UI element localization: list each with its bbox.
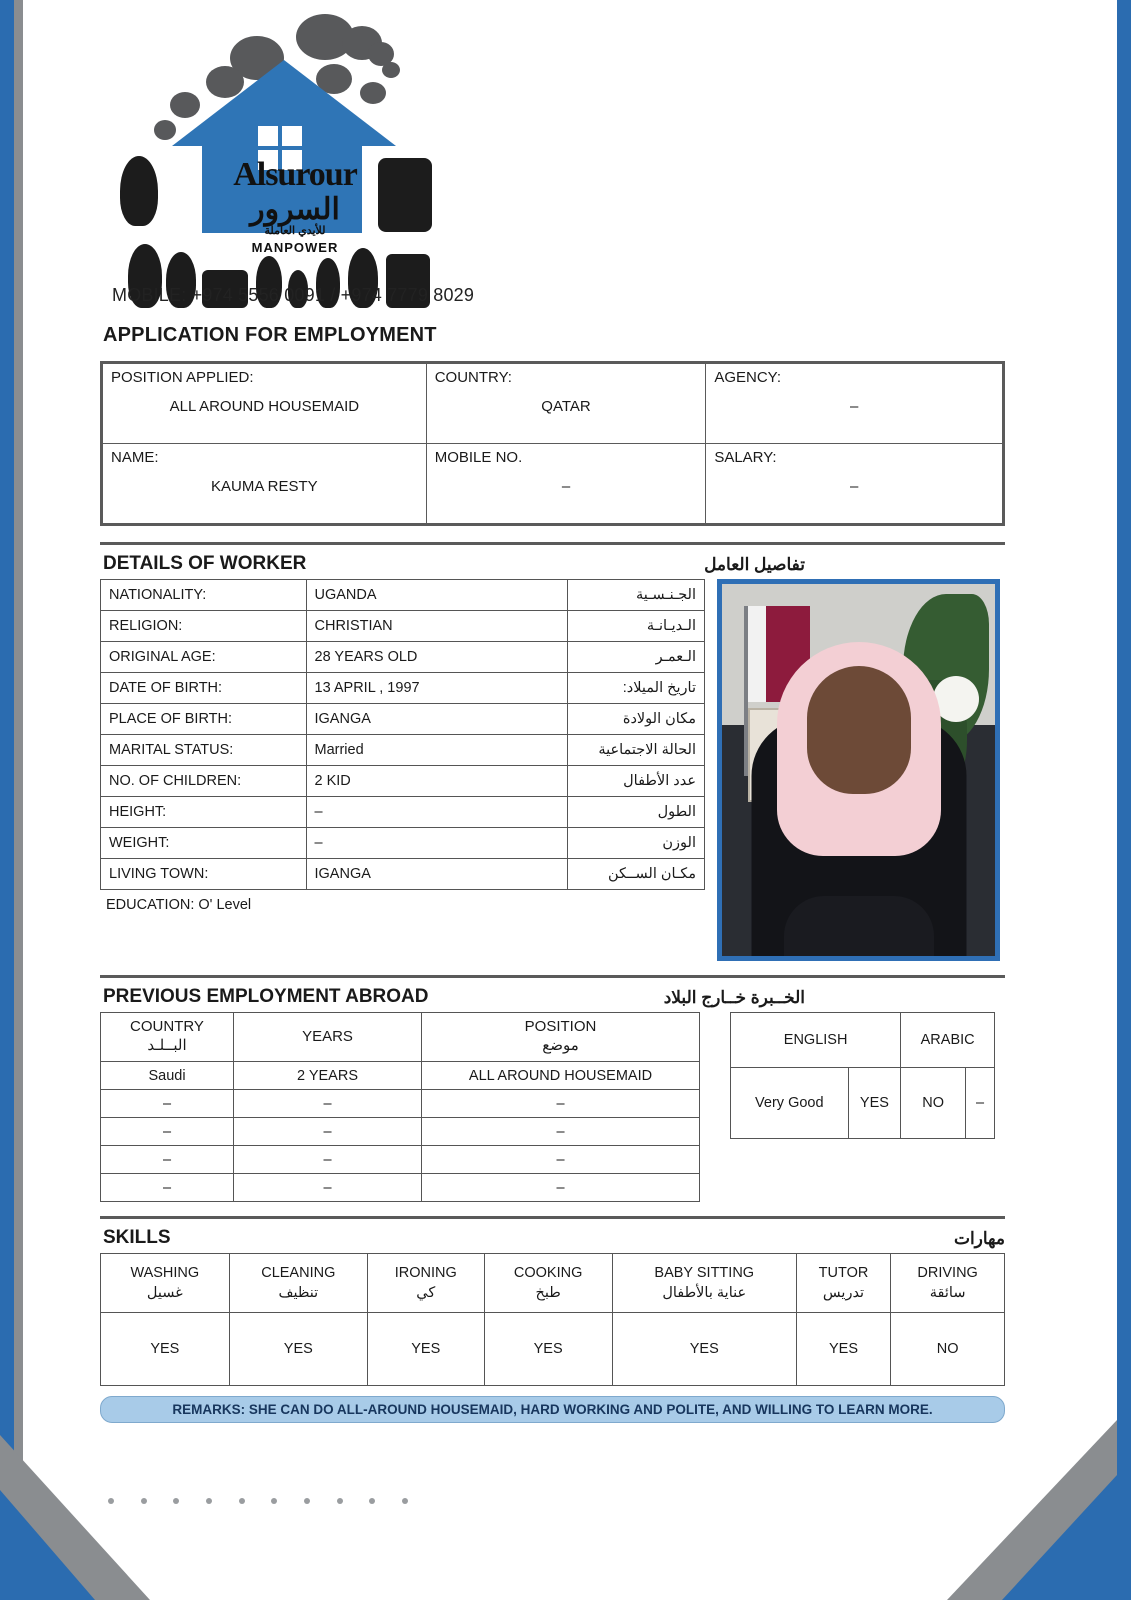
skill-header-cleaning	[229, 1254, 367, 1313]
field-label: AGENCY:	[714, 369, 782, 386]
skill-value-baby-sitting: YES	[612, 1313, 796, 1386]
detail-label: PLACE OF BIRTH:	[101, 704, 307, 735]
table-header-row	[101, 1013, 700, 1062]
cell-country: Saudi	[101, 1062, 234, 1090]
table-row	[101, 1313, 1005, 1386]
skills-heading-ar: مهارات	[953, 1229, 1005, 1248]
details-section-header	[103, 553, 1005, 575]
cell-position: ALL AROUND HOUSEMAID	[422, 1062, 700, 1090]
cell-years: –	[234, 1090, 422, 1118]
logo-sub-ar: للأيدي العاملة	[264, 225, 326, 237]
arabic-value: NO	[901, 1068, 966, 1139]
table-header-row	[731, 1013, 995, 1068]
education-line: EDUCATION: O' Level	[106, 897, 252, 913]
corner-blue-accent	[1002, 1475, 1117, 1600]
table-row	[101, 1062, 700, 1090]
skill-label-en: TUTOR	[818, 1264, 869, 1281]
detail-label: DATE OF BIRTH:	[101, 673, 307, 704]
detail-label-ar: مكـان الســكن	[567, 859, 704, 890]
detail-label-ar: الطول	[567, 797, 704, 828]
skill-label-ar: سائقة	[929, 1285, 966, 1301]
skill-value-ironing: YES	[367, 1313, 484, 1386]
application-summary-table	[100, 361, 1005, 526]
table-row	[101, 797, 705, 828]
skill-header-cooking	[484, 1254, 612, 1313]
cell-years: –	[234, 1146, 422, 1174]
left-gray-border	[14, 0, 23, 1600]
logo-name-ar: السرور	[250, 193, 340, 226]
right-blue-border	[1117, 0, 1131, 1600]
logo-tagline: MANPOWER	[251, 240, 339, 255]
details-heading-en: DETAILS OF WORKER	[103, 553, 307, 574]
field-label: NAME:	[111, 449, 159, 466]
detail-label: HEIGHT:	[101, 797, 307, 828]
detail-value: 28 YEARS OLD	[306, 642, 567, 673]
english-level: Very Good	[731, 1068, 849, 1139]
skill-label-ar: تنظيف	[278, 1285, 319, 1301]
detail-value: –	[306, 828, 567, 859]
skill-label-en: BABY SITTING	[654, 1264, 755, 1281]
section-divider	[100, 542, 1005, 545]
table-row	[101, 1146, 700, 1174]
table-row	[101, 673, 705, 704]
field-label: POSITION APPLIED:	[111, 369, 254, 386]
skill-header-driving	[891, 1254, 1005, 1313]
skill-label-en: WASHING	[130, 1264, 200, 1281]
field-label: COUNTRY:	[434, 369, 512, 386]
skill-label-ar: كي	[416, 1285, 436, 1301]
contact-mobile: MOBILE: +974 5556 0091 / +974 7779 8029	[112, 285, 475, 305]
field-agency	[706, 363, 1004, 444]
skill-value-tutor: YES	[796, 1313, 890, 1386]
cell-country: –	[101, 1090, 234, 1118]
column-header-position	[422, 1013, 700, 1062]
skill-label-ar: عناية بالأطفال	[662, 1285, 747, 1301]
field-value: ALL AROUND HOUSEMAID	[169, 398, 360, 415]
detail-value: Married	[306, 735, 567, 766]
table-row	[101, 580, 705, 611]
detail-value: CHRISTIAN	[306, 611, 567, 642]
skill-value-cleaning: YES	[229, 1313, 367, 1386]
header-en: COUNTRY	[130, 1018, 204, 1036]
worker-details-table	[100, 579, 705, 890]
corner-bottom-left-blue	[0, 1490, 95, 1600]
detail-label: NATIONALITY:	[101, 580, 307, 611]
table-row	[102, 363, 1004, 444]
logo-name-en: Alsurour	[233, 156, 357, 193]
skill-header-baby-sitting	[612, 1254, 796, 1313]
cell-country: –	[101, 1146, 234, 1174]
table-row	[101, 1118, 700, 1146]
details-section	[100, 579, 1005, 961]
previous-employment-table	[100, 1012, 700, 1202]
column-header-country	[101, 1013, 234, 1062]
detail-label: LIVING TOWN:	[101, 859, 307, 890]
skills-table	[100, 1253, 1005, 1386]
detail-label: ORIGINAL AGE:	[101, 642, 307, 673]
detail-label-ar: الجـنـسـية	[567, 580, 704, 611]
field-label: SALARY:	[714, 449, 777, 466]
skill-header-ironing	[367, 1254, 484, 1313]
cell-years: –	[234, 1174, 422, 1202]
column-header-years	[234, 1013, 422, 1062]
table-header-row	[101, 1254, 1005, 1313]
field-value: –	[849, 398, 859, 415]
detail-label-ar: الوزن	[567, 828, 704, 859]
decorative-dots	[108, 1498, 408, 1504]
detail-value: UGANDA	[306, 580, 567, 611]
field-value: –	[561, 478, 571, 495]
header-ar: البــلـد	[147, 1037, 187, 1054]
section-divider	[100, 975, 1005, 978]
applicant-photo	[717, 579, 1000, 961]
previous-section-header	[103, 986, 1005, 1008]
field-country	[426, 363, 706, 444]
previous-heading-ar: الخــبرة خــارج البلاد	[663, 988, 805, 1007]
table-row	[731, 1068, 995, 1139]
detail-label-ar: تاريخ الميلاد:	[567, 673, 704, 704]
left-blue-border	[0, 0, 14, 1600]
field-mobile-no	[426, 444, 706, 525]
cell-years: 2 YEARS	[234, 1062, 422, 1090]
skill-label-en: COOKING	[513, 1264, 583, 1281]
table-row	[101, 828, 705, 859]
arabic-level: –	[966, 1068, 995, 1139]
cell-position: –	[422, 1174, 700, 1202]
detail-label-ar: مكان الولادة	[567, 704, 704, 735]
header-en: POSITION	[524, 1018, 597, 1036]
field-value: KAUMA RESTY	[211, 478, 318, 495]
skills-section-header	[103, 1227, 1005, 1249]
skill-label-en: CLEANING	[261, 1264, 336, 1281]
detail-label-ar: الـعمـر	[567, 642, 704, 673]
table-row	[101, 704, 705, 735]
previous-employment-section	[100, 1012, 1005, 1202]
skill-label-en: IRONING	[394, 1264, 457, 1281]
page-title: APPLICATION FOR EMPLOYMENT	[103, 324, 437, 346]
cell-country: –	[101, 1174, 234, 1202]
cell-position: –	[422, 1090, 700, 1118]
detail-value: IGANGA	[306, 704, 567, 735]
detail-value: –	[306, 797, 567, 828]
cell-country: –	[101, 1118, 234, 1146]
skills-heading-en: SKILLS	[103, 1227, 171, 1248]
letterhead	[100, 0, 1005, 318]
detail-label-ar: عدد الأطفال	[567, 766, 704, 797]
table-row	[101, 642, 705, 673]
skill-header-washing	[101, 1254, 230, 1313]
silhouette-ironing	[378, 158, 432, 232]
table-row	[101, 735, 705, 766]
header-ar: موضع	[542, 1037, 579, 1054]
silhouette-wheelchair	[120, 156, 158, 226]
document-content	[100, 0, 1005, 1423]
previous-heading-en: PREVIOUS EMPLOYMENT ABROAD	[103, 986, 429, 1007]
skill-label-ar: طبخ	[535, 1285, 561, 1301]
cell-position: –	[422, 1118, 700, 1146]
details-heading-ar: تفاصيل العامل	[704, 555, 805, 574]
skill-header-tutor	[796, 1254, 890, 1313]
table-row	[101, 859, 705, 890]
skill-label-ar: غسيل	[146, 1285, 183, 1301]
detail-label: MARITAL STATUS:	[101, 735, 307, 766]
detail-value: 13 APRIL , 1997	[306, 673, 567, 704]
field-position-applied	[102, 363, 427, 444]
skill-label-en: DRIVING	[917, 1264, 978, 1281]
skill-value-cooking: YES	[484, 1313, 612, 1386]
table-row	[101, 611, 705, 642]
cell-position: –	[422, 1146, 700, 1174]
field-salary	[706, 444, 1004, 525]
field-name	[102, 444, 427, 525]
company-logo	[110, 8, 450, 313]
detail-label-ar: الـديـانـة	[567, 611, 704, 642]
field-label: MOBILE NO.	[434, 449, 523, 466]
table-row	[101, 1174, 700, 1202]
field-value: –	[849, 478, 859, 495]
table-row	[101, 766, 705, 797]
english-value: YES	[848, 1068, 901, 1139]
section-divider	[100, 1216, 1005, 1219]
skill-value-washing: YES	[101, 1313, 230, 1386]
table-row	[102, 444, 1004, 525]
detail-label-ar: الحالة الاجتماعية	[567, 735, 704, 766]
detail-label: NO. OF CHILDREN:	[101, 766, 307, 797]
languages-table	[730, 1012, 995, 1139]
skill-label-ar: تدريس	[822, 1285, 865, 1301]
remarks-banner: REMARKS: SHE CAN DO ALL-AROUND HOUSEMAID, HARD WORKING AND POLITE, AND WILLING TO LEARN MORE.	[100, 1396, 1005, 1423]
language-header-english: ENGLISH	[731, 1013, 901, 1068]
language-header-arabic: ARABIC	[901, 1013, 995, 1068]
cell-years: –	[234, 1118, 422, 1146]
detail-value: IGANGA	[306, 859, 567, 890]
detail-label: RELIGION:	[101, 611, 307, 642]
skill-value-driving: NO	[891, 1313, 1005, 1386]
header-en: YEARS	[302, 1027, 353, 1045]
table-row	[101, 1090, 700, 1118]
detail-value: 2 KID	[306, 766, 567, 797]
field-value: QATAR	[541, 398, 591, 415]
detail-label: WEIGHT:	[101, 828, 307, 859]
